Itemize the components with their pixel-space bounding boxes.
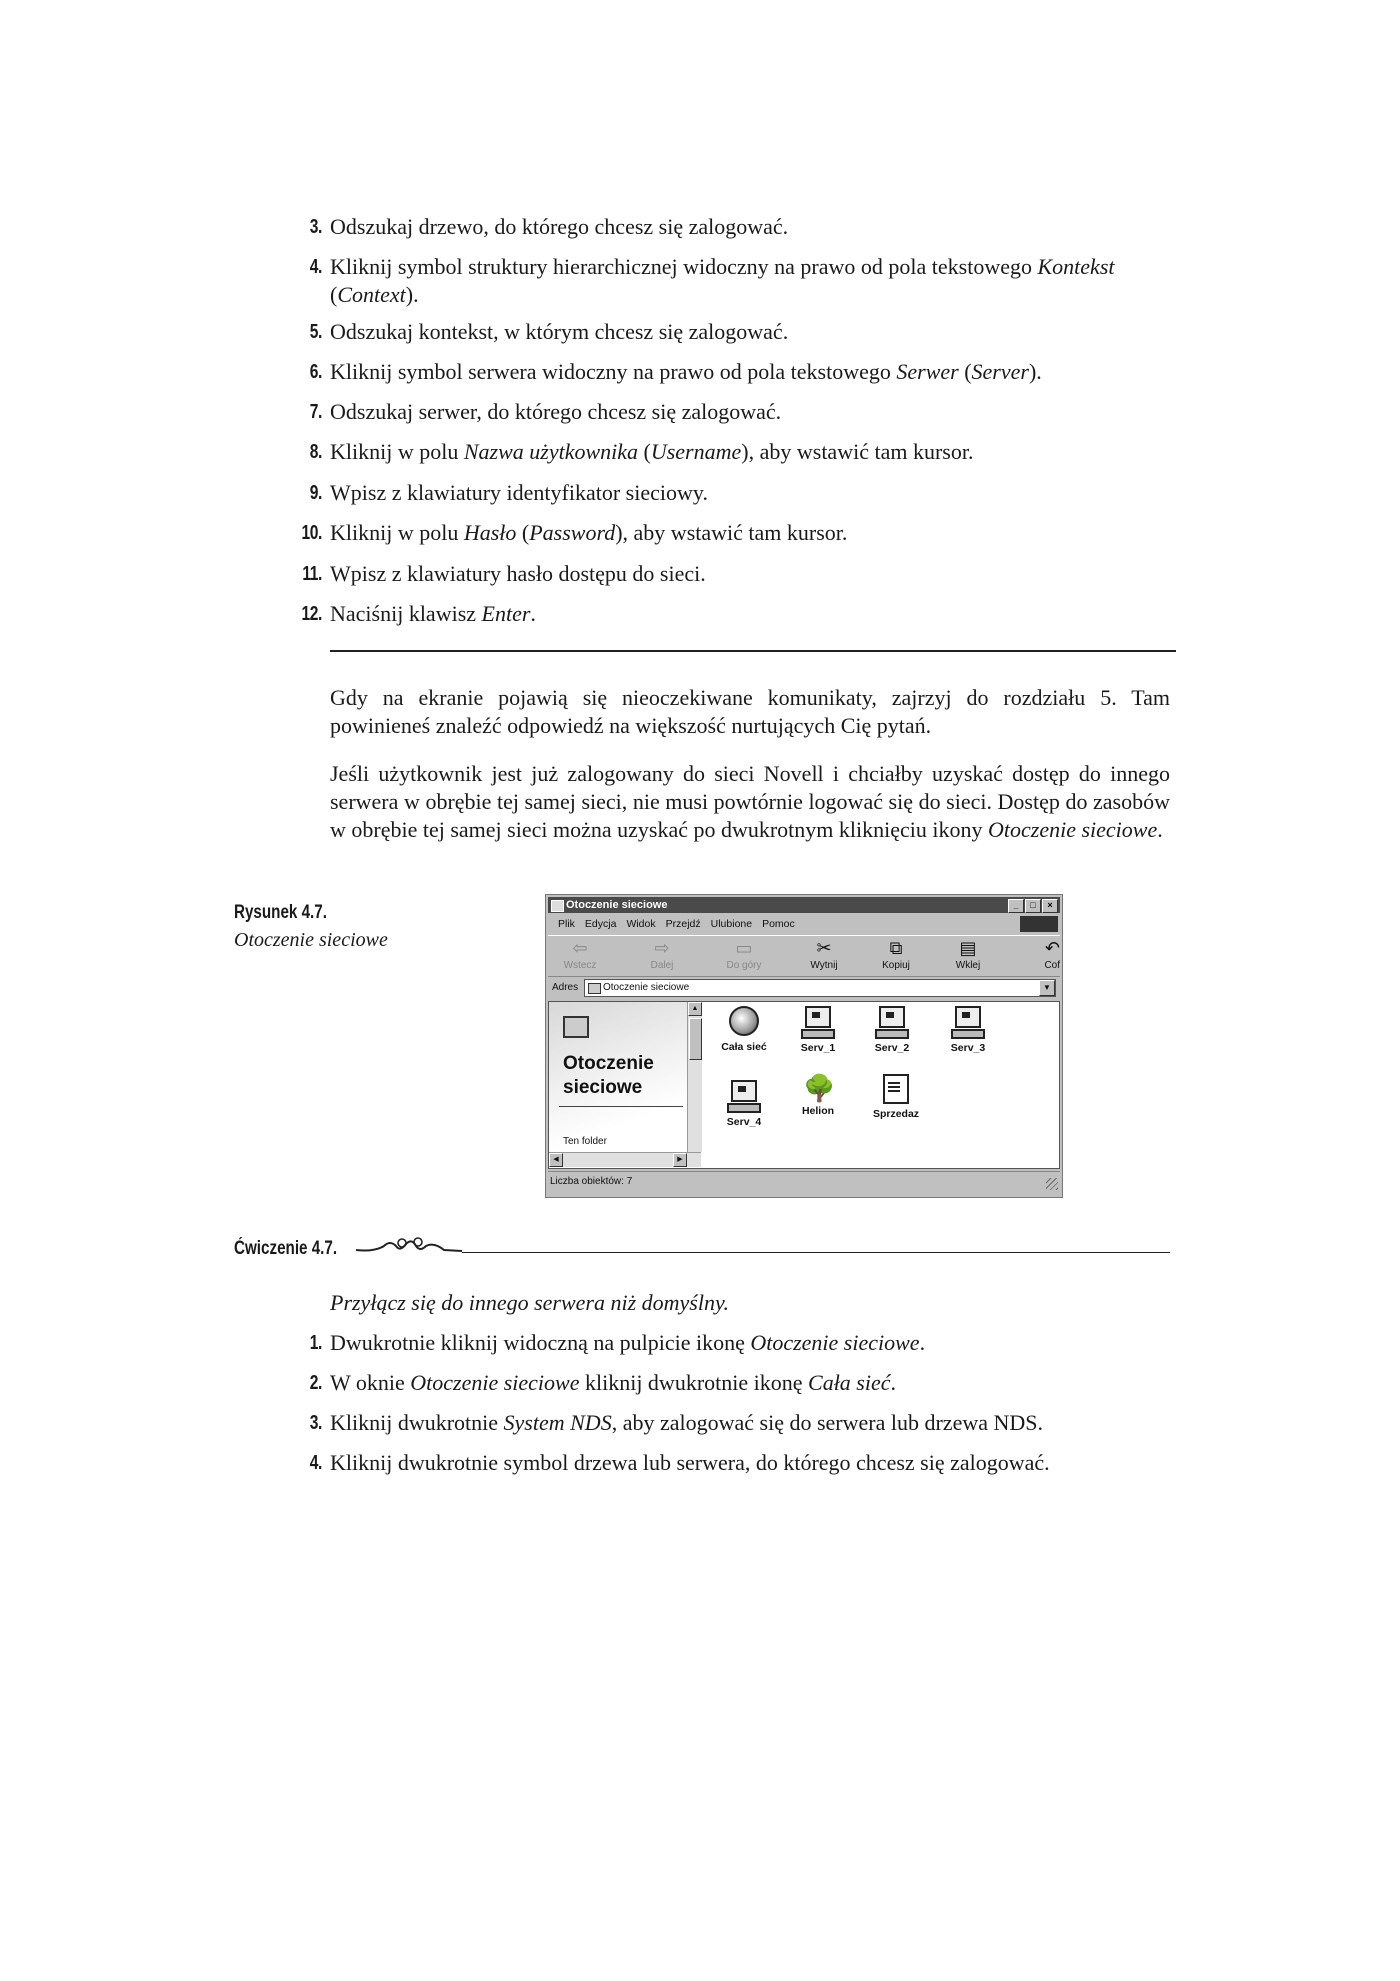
- maximize-button[interactable]: □: [1025, 899, 1041, 913]
- icon-serv-4[interactable]: Serv_4: [709, 1080, 779, 1128]
- window-title: Otoczenie sieciowe: [566, 899, 668, 911]
- minimize-button[interactable]: _: [1008, 899, 1024, 913]
- document-icon: [883, 1074, 909, 1104]
- vertical-scrollbar[interactable]: [687, 1002, 702, 1152]
- address-input[interactable]: Otoczenie sieciowe ▼: [584, 979, 1056, 997]
- exercise-rule: [462, 1252, 1170, 1253]
- folder-view: [548, 1001, 1060, 1169]
- exercise-intro: Przyłącz się do innego serwera niż domyślny.: [330, 1290, 730, 1315]
- menu-plik[interactable]: Plik: [558, 918, 575, 930]
- network-icon: [588, 983, 601, 994]
- computer-icon: [955, 1006, 981, 1028]
- status-bar: [548, 1171, 1060, 1192]
- network-icon: [551, 900, 564, 912]
- scroll-up-icon[interactable]: ▲: [688, 1002, 702, 1016]
- toolbar: [548, 935, 1060, 977]
- figure-label: Rysunek 4.7.: [234, 902, 327, 923]
- menu-przejdz[interactable]: Przejdź: [665, 918, 701, 930]
- scroll-right-icon[interactable]: ▶: [673, 1153, 687, 1167]
- copy-button[interactable]: ⧉ Kopiuj: [868, 938, 924, 971]
- menu-ulubione[interactable]: Ulubione: [710, 918, 753, 930]
- paste-button[interactable]: ▤ Wklej: [940, 938, 996, 971]
- panel-title: Otoczenie sieciowe: [563, 1053, 654, 1098]
- back-arrow-icon: ⇦: [572, 938, 588, 959]
- chevron-down-icon[interactable]: ▼: [1039, 980, 1055, 996]
- cut-button[interactable]: ✂ Wytnij: [796, 938, 852, 971]
- section-divider: [330, 650, 1176, 652]
- window-titlebar: [548, 897, 1060, 913]
- back-button[interactable]: ⇦ Wstecz: [552, 938, 608, 971]
- address-label: Adres: [552, 982, 579, 993]
- step-12: 12. Naciśnij klawisz Enter.: [301, 601, 536, 626]
- address-bar: [548, 978, 1060, 998]
- ornament-icon: [354, 1236, 464, 1256]
- web-view-panel: [549, 1002, 687, 1166]
- icon-sprzedaz[interactable]: Sprzedaz: [861, 1074, 931, 1120]
- globe-icon: [729, 1006, 759, 1036]
- copy-icon: ⧉: [889, 938, 903, 959]
- icon-serv-2[interactable]: Serv_2: [857, 1006, 927, 1054]
- undo-button[interactable]: ↶ Cof: [1012, 938, 1060, 971]
- step-5: 5. Odszukaj kontekst, w którym chcesz się zalogować.: [309, 319, 789, 344]
- icon-serv-3[interactable]: Serv_3: [933, 1006, 1003, 1054]
- forward-arrow-icon: ⇨: [654, 938, 670, 959]
- scroll-left-icon[interactable]: ◀: [549, 1153, 563, 1167]
- scroll-thumb[interactable]: [689, 1018, 702, 1060]
- step-2: 2. W oknie Otoczenie sieciowe kliknij dwukrotnie ikonę Cała sieć.: [309, 1370, 897, 1395]
- figure-caption: Otoczenie sieciowe: [234, 929, 388, 951]
- tree-icon: 🌳: [803, 1074, 836, 1104]
- computer-icon: [731, 1080, 757, 1102]
- clipboard-icon: ▤: [959, 938, 977, 959]
- forward-button[interactable]: ⇨ Dalej: [634, 938, 690, 971]
- panel-subtitle: Ten folder: [563, 1136, 607, 1147]
- step-6: 6. Kliknij symbol serwera widoczny na prawo od pola tekstowego Serwer (Server).: [309, 359, 1042, 384]
- close-button[interactable]: ×: [1042, 899, 1058, 913]
- step-4: 4. Kliknij symbol struktury hierarchicznej widoczny na prawo od pola tekstowego Kontekst (Context).: [309, 254, 1115, 307]
- step-8: 8. Kliknij w polu Nazwa użytkownika (Username), aby wstawić tam kursor.: [309, 439, 974, 464]
- scissors-icon: ✂: [816, 938, 832, 959]
- computer-icon: [879, 1006, 905, 1028]
- windows-logo-icon: [1020, 916, 1058, 932]
- body-paragraph: Jeśli użytkownik jest już zalogowany do sieci Novell i chciałby uzyskać dostęp do innego serwera w obrębie tej samej sieci, nie musi powtórnie logować się do sieci. Dostęp do zasobów w obrębie tej samej sieci można uzyskać po dwukrotnym kliknięciu ikony Otoczenie sieciowe.: [330, 761, 1170, 842]
- network-icon: [563, 1016, 589, 1038]
- step-11: 11. Wpisz z klawiatury hasło dostępu do sieci.: [302, 561, 706, 586]
- menu-bar: [548, 915, 1060, 933]
- menu-pomoc[interactable]: Pomoc: [762, 918, 795, 930]
- menu-edycja[interactable]: Edycja: [584, 918, 617, 930]
- step-4b: 4. Kliknij dwukrotnie symbol drzewa lub serwera, do którego chcesz się zalogować.: [309, 1450, 1050, 1475]
- step-10: 10. Kliknij w polu Hasło (Password), aby wstawić tam kursor.: [301, 520, 848, 545]
- undo-icon: ↶: [1044, 938, 1060, 959]
- resize-grip-icon[interactable]: [1046, 1178, 1058, 1190]
- menu-widok[interactable]: Widok: [626, 918, 656, 930]
- note-paragraph: Gdy na ekranie pojawią się nieoczekiwane komunikaty, zajrzyj do rozdziału 5. Tam powinieneś znaleźć odpowiedź na większość nurtujących Cię pytań.: [330, 685, 1170, 738]
- step-7: 7. Odszukaj serwer, do którego chcesz się zalogować.: [309, 399, 782, 424]
- step-9: 9. Wpisz z klawiatury identyfikator sieciowy.: [309, 480, 708, 505]
- exercise-label: Ćwiczenie 4.7.: [234, 1238, 338, 1259]
- object-count: Liczba obiektów: 7: [550, 1176, 633, 1187]
- step-3b: 3. Kliknij dwukrotnie System NDS, aby zalogować się do serwera lub drzewa NDS.: [309, 1410, 1043, 1435]
- icon-cala-siec[interactable]: Cała sieć: [709, 1006, 779, 1053]
- up-button[interactable]: ▭ Do góry: [716, 938, 772, 971]
- folder-up-icon: ▭: [735, 938, 753, 959]
- panel-divider: [559, 1106, 683, 1107]
- computer-icon: [805, 1006, 831, 1028]
- icon-helion[interactable]: 🌳 Helion: [801, 1074, 836, 1117]
- horizontal-scrollbar[interactable]: [549, 1152, 701, 1167]
- icon-serv-1[interactable]: Serv_1: [783, 1006, 853, 1054]
- step-1: 1. Dwukrotnie kliknij widoczną na pulpicie ikonę Otoczenie sieciowe.: [309, 1330, 926, 1355]
- network-neighborhood-window: [545, 894, 1063, 1198]
- step-3: 3. Odszukaj drzewo, do którego chcesz się zalogować.: [309, 214, 789, 239]
